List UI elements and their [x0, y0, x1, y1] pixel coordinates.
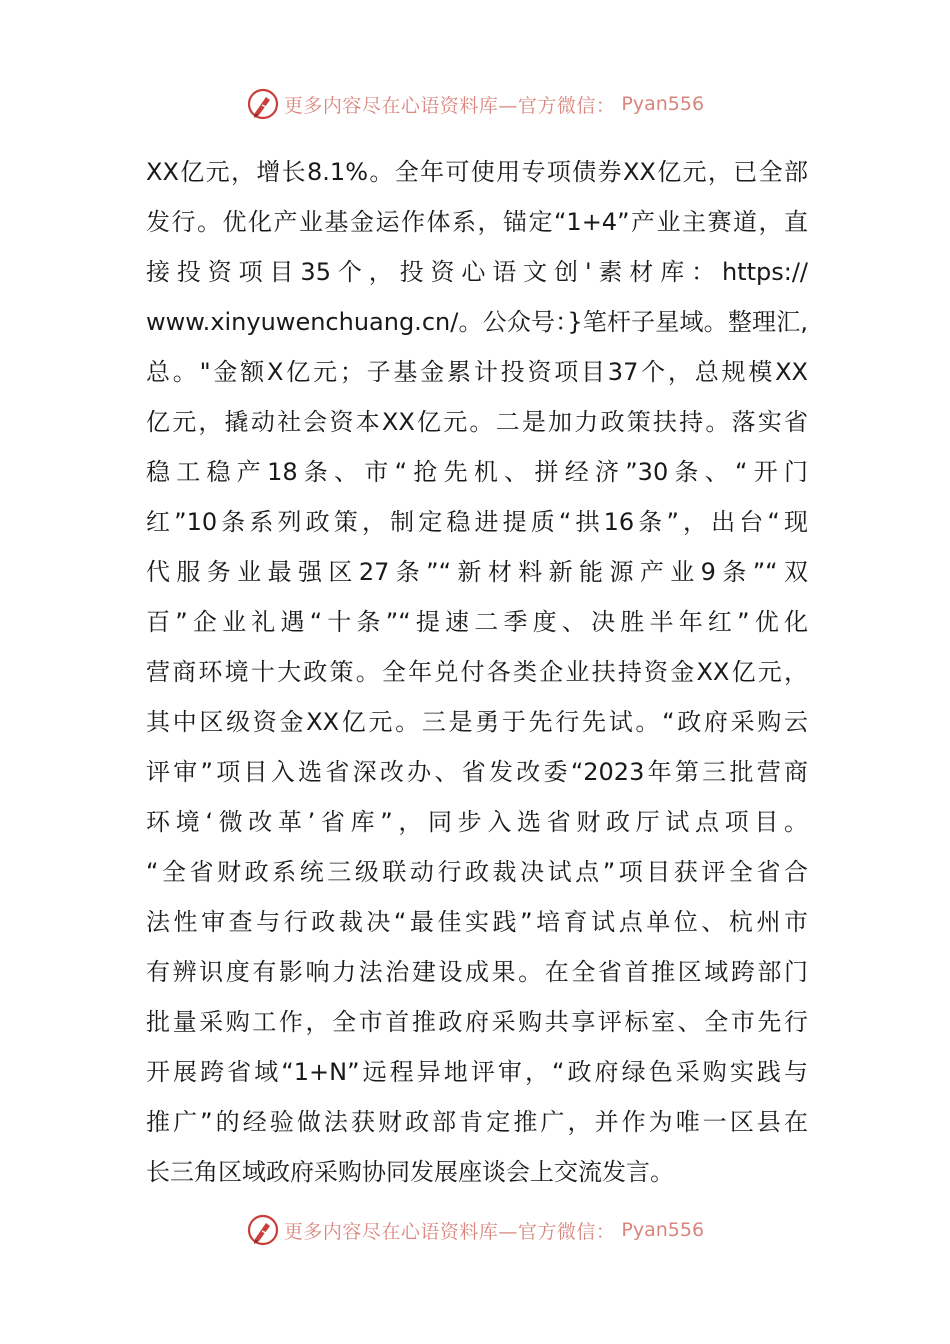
text-line: 红”10条系列政策，制定稳进提质“拱16条”，出台“现 [146, 508, 808, 536]
text-line: www.xinyuwenchuang.cn/。公众号：}笔杆子星域。整理汇, [146, 308, 808, 336]
banner-contact: Pyan556 [621, 93, 705, 115]
banner-contact: Pyan556 [621, 1219, 705, 1241]
banner-text: 更多内容尽在心语资料库—官方微信： [283, 1220, 616, 1243]
pen-nib-circle-icon [246, 87, 280, 121]
text-line: 环境‘微改革’省库”，同步入选省财政厅试点项目。 [146, 808, 808, 836]
text-line: 代服务业最强区27条”“新材料新能源产业9条”“双 [146, 558, 808, 586]
document-body [146, 147, 808, 1197]
text-line: XX亿元，增长8.1%。全年可使用专项债券XX亿元，已全部 [146, 158, 808, 186]
text-line: 其中区级资金XX亿元。三是勇于先行先试。“政府采购云 [146, 708, 808, 736]
text-line: 百”企业礼遇“十条”“提速二季度、决胜半年红”优化 [146, 608, 808, 636]
text-line: 法性审查与行政裁决“最佳实践”培育试点单位、杭州市 [146, 908, 808, 936]
footer-banner [0, 1210, 950, 1250]
text-line: 接投资项目35个，投资心语文创'素材库：https:// [146, 258, 808, 286]
pen-nib-circle-icon [246, 1213, 280, 1247]
header-banner [0, 84, 950, 124]
text-line: 开展跨省域“1+N”远程异地评审，“政府绿色采购实践与 [146, 1058, 808, 1086]
text-line: 评审”项目入选省深改办、省发改委“2023年第三批营商 [146, 758, 808, 786]
text-line: “全省财政系统三级联动行政裁决试点”项目获评全省合 [146, 858, 808, 886]
text-line: 长三角区域政府采购协同发展座谈会上交流发言。 [146, 1158, 674, 1186]
banner-text: 更多内容尽在心语资料库—官方微信： [283, 94, 616, 117]
text-line: 营商环境十大政策。全年兑付各类企业扶持资金XX亿元， [146, 658, 808, 686]
text-line: 稳工稳产18条、市“抢先机、拼经济”30条、“开门 [146, 458, 808, 486]
text-line: 推广”的经验做法获财政部肯定推广，并作为唯一区县在 [146, 1108, 808, 1136]
text-line: 有辨识度有影响力法治建设成果。在全省首推区域跨部门 [146, 958, 808, 986]
text-line: 批量采购工作，全市首推政府采购共享评标室、全市先行 [146, 1008, 808, 1036]
text-line: 总。"金额X亿元；子基金累计投资项目37个，总规模XX [146, 358, 808, 386]
text-line: 亿元，撬动社会资本XX亿元。二是加力政策扶持。落实省 [146, 408, 808, 436]
text-line: 发行。优化产业基金运作体系，锚定“1+4”产业主赛道，直 [146, 208, 808, 236]
